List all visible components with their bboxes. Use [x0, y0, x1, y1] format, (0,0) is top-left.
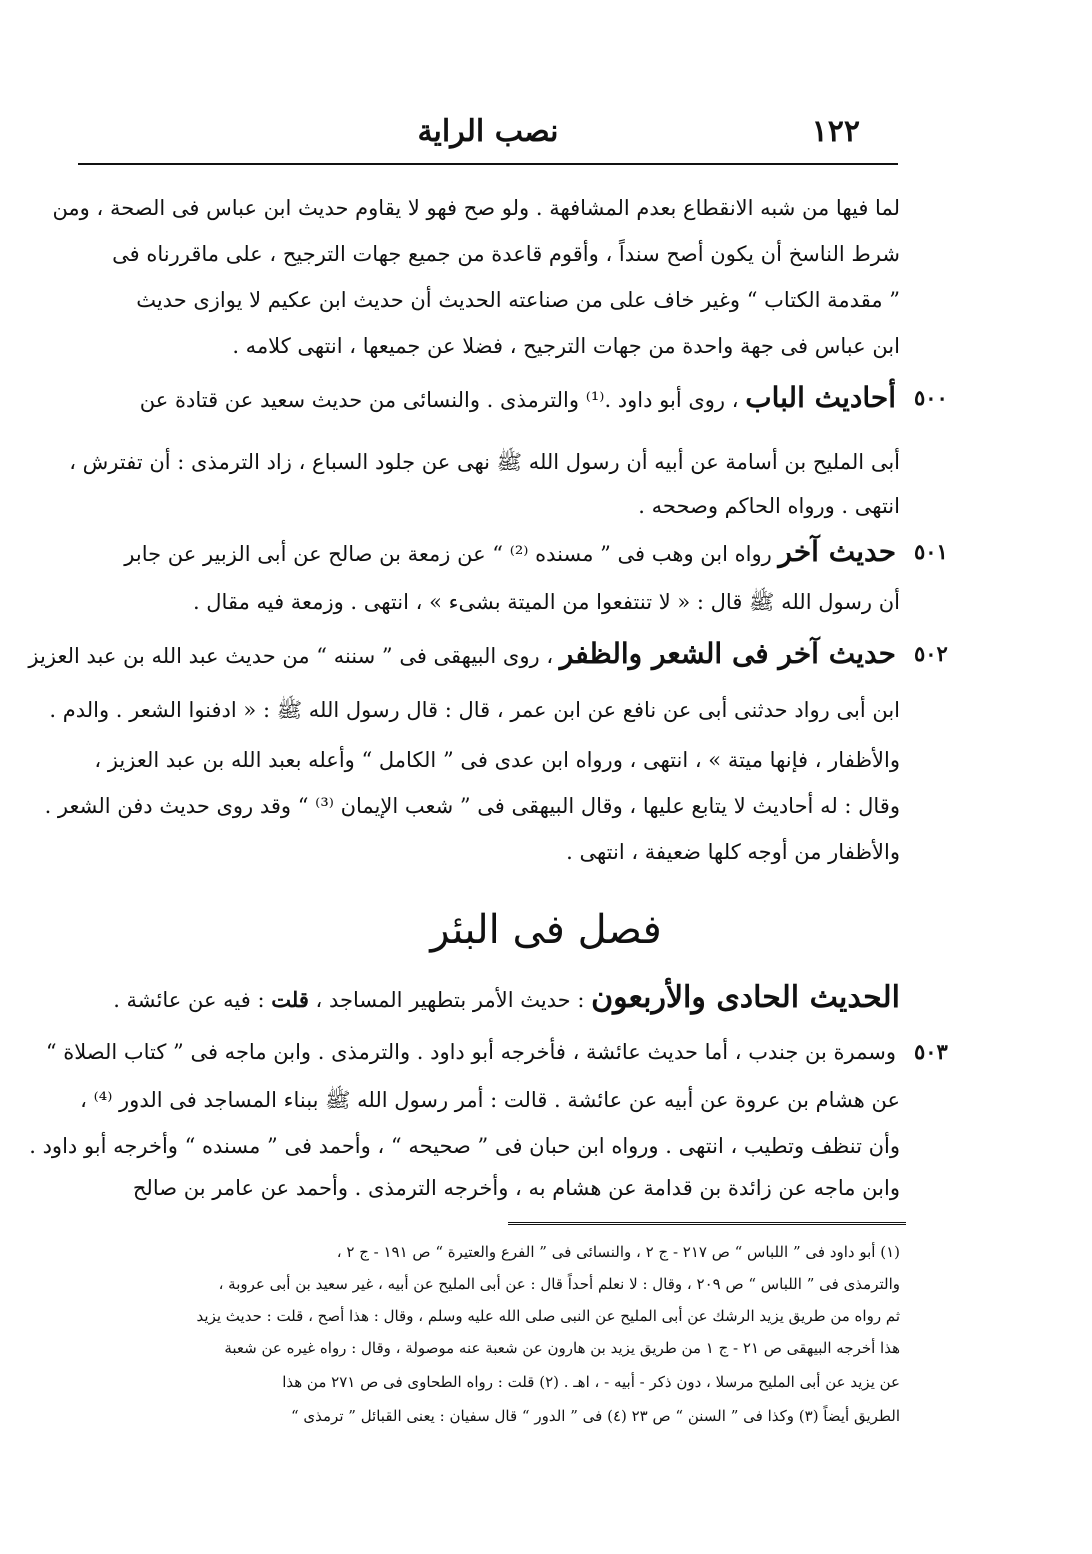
entry-number: ٥٠٢ [914, 641, 948, 666]
entry-first-line [28, 632, 896, 676]
page-number: ١٢٢ [811, 114, 860, 149]
hadith-heading-text: : حديث الأمر بتطهير المساجد ، [308, 988, 585, 1012]
entry-line: والأظفار من أوجه كلها ضعيفة ، انتهى . [566, 840, 900, 864]
entry-line: وقال : له أحاديث لا يتابع عليها ، وقال البيهقى فى ” شعب الإيمان ⁽³⁾ “ وقد روى حديث دفن الشعر . [44, 794, 900, 818]
qultu-label: قلت [271, 987, 309, 1012]
entry-line: وسمرة بن جندب ، أما حديث عائشة ، فأخرجه أبو داود . والترمذى . وابن ماجه فى ” كتاب الصلاة “ [45, 1040, 896, 1064]
intro-line: شرط الناسخ أن يكون أصح سنداً ، وأقوم قاعدة من جميع جهات الترجيح ، على ماقررناه فى [112, 242, 900, 266]
hadith-heading-lead: الحديث الحادى والأربعون [591, 980, 900, 1015]
footnote-line: والترمذى فى ” اللباس “ ص ٢٠٩ ، وقال : لا نعلم أحداً قال : عن أبى المليح عن أبيه ، غير سعيد بن أبى عروبة ، [218, 1275, 900, 1293]
entry-first-line [139, 376, 896, 420]
entry-lead: حديث آخر [778, 535, 896, 568]
footnote-line: (١) أبو داود فى ” اللباس “ ص ٢١٧ - ج ٢ ، والنسائى فى ” الفرع والعتيرة “ ص ١٩١ - ج ٢ ، [336, 1243, 900, 1261]
intro-line: ابن عباس فى جهة واحدة من جهات الترجيح ، فضلا عن جميعها ، انتهى كلامه . [232, 334, 900, 358]
entry-text: رواه ابن وهب فى ” مسنده ⁽²⁾ “ عن زمعة بن صالح عن أبى الزبير عن جابر [124, 542, 772, 566]
footnote-line: الطريق أيضاً (٣) وكذا فى ” السنن “ ص ٢٣ (٤) فى ” الدور “ قال سفيان : يعنى القبائل ” ترمذى “ [290, 1407, 900, 1425]
entry-line: والأظفار ، فإنها ميتة » ، انتهى ، ورواه ابن عدى فى ” الكامل “ وأعله بعبد الله بن عبد العزيز ، [94, 748, 900, 772]
entry-line: وابن ماجه عن زائدة بن قدامة عن هشام به ، وأخرجه الترمذى . وأحمد عن عامر بن صالح [132, 1176, 900, 1200]
hadith-heading-tail: : فيه عن عائشة . [113, 988, 265, 1012]
entry-text: ، روى البيهقى فى ” سننه “ من حديث عبد الله بن عبد العزيز [28, 644, 554, 668]
entry-lead: حديث آخر فى الشعر والظفر [559, 637, 896, 670]
entry-number: ٥٠١ [914, 539, 948, 564]
running-header [78, 108, 898, 158]
entry-lead: أحاديث الباب [745, 381, 896, 414]
entry-line: أن رسول الله ﷺ قال : « لا تنتفعوا من الميتة بشىء » ، انتهى . وزمعة فيه مقال . [192, 590, 900, 614]
entry-number: ٥٠٠ [914, 385, 948, 410]
footnote-line: عن يزيد عن أبى المليح مرسلا ، دون ذكر - أبيه - ، اهـ . (٢) قلت : رواه الطحاوى فى ص ٢٧١ من هذا [282, 1373, 900, 1391]
footnote-line: هذا أخرجه البيهقى ص ٢١ - ج ١ من طريق يزيد بن هارون عن شعبة عنه موصولة ، وقال : رواه غيره عن شعبة [224, 1339, 900, 1357]
entry-text: ، روى أبو داود .⁽¹⁾ والترمذى . والنسائى من حديث سعيد عن قتادة عن [139, 388, 739, 412]
hadith-heading [113, 972, 900, 1024]
entry-number: ٥٠٣ [914, 1039, 948, 1064]
entry-line: ابن أبى رواد حدثنى أبى عن نافع عن ابن عمر ، قال : قال رسول الله ﷺ : « ادفنوا الشعر . والدم . [49, 698, 900, 722]
entry-line: وأن تنظف وتطيب ، انتهى . ورواه ابن حبان فى ” صحيحه “ ، وأحمد فى ” مسنده “ وأخرجه أبو داود . [29, 1134, 900, 1158]
entry-line: انتهى . ورواه الحاكم وصححه . [638, 494, 900, 518]
footnote-line: ثم رواه من طريق يزيد الرشك عن أبى المليح عن النبى صلى الله عليه وسلم ، وقال : هذا أصح ، قلت : حديث يزيد [196, 1307, 900, 1325]
intro-line: لما فيها من شبه الانقطاع بعدم المشافهة . ولو صح فهو لا يقاوم حديث ابن عباس فى الصحة ، ومن [52, 196, 900, 220]
book-title: نصب الراية [417, 114, 559, 149]
entry-line: عن هشام بن عروة عن أبيه عن عائشة . قالت : أمر رسول الله ﷺ ببناء المساجد فى الدور ⁽⁴⁾ ، [80, 1088, 900, 1112]
section-title: فصل فى البئر [430, 907, 662, 953]
footnote-rule [508, 1222, 906, 1228]
entry-first-line [124, 530, 896, 574]
intro-line: ” مقدمة الكتاب “ وغير خاف على من صناعته الحديث أن حديث ابن عكيم لا يوازى حديث [136, 288, 900, 312]
header-rule [78, 163, 898, 165]
entry-line: أبى المليح بن أسامة عن أبيه أن رسول الله ﷺ نهى عن جلود السباع ، زاد الترمذى : أن تفترش ، [69, 450, 900, 474]
